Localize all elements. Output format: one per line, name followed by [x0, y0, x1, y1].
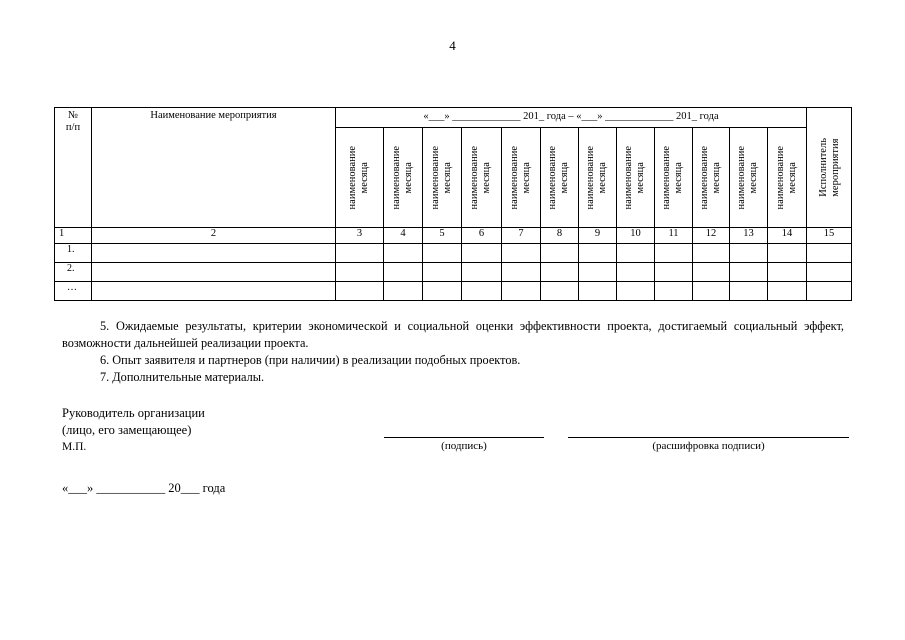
month-name-label: наименование месяца: [585, 145, 609, 210]
table-row: [55, 282, 852, 301]
month-header-cell: [693, 128, 730, 228]
empty-cell: [579, 244, 617, 263]
month-header-cell: [730, 128, 768, 228]
column-number-cell: 1: [55, 228, 92, 244]
month-header-cell: [462, 128, 502, 228]
month-name-label: наименование месяца: [469, 145, 493, 210]
column-number-cell: 10: [617, 228, 655, 244]
paragraph-expected-results: 5. Ожидаемые результаты, критерии экономической и социальной оценки эффективности проекта, достигаемый социальный эффект, возможности дальнейшей реализации проекта.: [62, 319, 844, 350]
empty-cell: [655, 244, 693, 263]
signature-line: [384, 437, 544, 438]
row-number-cell: …: [55, 282, 92, 301]
month-name-label: наименование месяца: [429, 145, 453, 210]
empty-cell: [423, 263, 462, 282]
month-name-label: наименование месяца: [623, 145, 647, 210]
empty-cell: [92, 282, 336, 301]
column-number-cell: 2: [92, 228, 336, 244]
page-number: 4: [449, 38, 456, 53]
empty-cell: [730, 282, 768, 301]
empty-cell: [462, 282, 502, 301]
empty-cell: [617, 263, 655, 282]
empty-cell: [617, 244, 655, 263]
empty-cell: [92, 263, 336, 282]
empty-cell: [730, 244, 768, 263]
empty-cell: [693, 244, 730, 263]
column-number-cell: 14: [768, 228, 807, 244]
empty-cell: [579, 282, 617, 301]
column-number-cell: 9: [579, 228, 617, 244]
column-number-cell: 6: [462, 228, 502, 244]
column-number-cell: 7: [502, 228, 541, 244]
empty-cell: [655, 282, 693, 301]
row-number-cell: 1.: [55, 244, 92, 263]
month-name-label: наименование месяца: [347, 145, 371, 210]
empty-cell: [768, 282, 807, 301]
month-name-label: наименование месяца: [736, 145, 760, 210]
empty-cell: [655, 263, 693, 282]
empty-cell: [541, 282, 579, 301]
performer-label: Исполнитель мероприятия: [817, 137, 841, 197]
header-performer: [807, 108, 852, 228]
column-number-cell: 11: [655, 228, 693, 244]
empty-cell: [462, 244, 502, 263]
empty-cell: [768, 244, 807, 263]
empty-cell: [541, 244, 579, 263]
row-number-cell: 2.: [55, 263, 92, 282]
events-plan-table: [54, 107, 852, 301]
month-name-label: наименование месяца: [390, 145, 414, 210]
empty-cell: [92, 244, 336, 263]
empty-cell: [502, 244, 541, 263]
month-name-label: наименование месяца: [661, 145, 685, 210]
header-name-col: Наименование мероприятия: [92, 108, 336, 228]
month-name-label: наименование месяца: [698, 145, 722, 210]
empty-cell: [384, 263, 423, 282]
header-period: «___» _____________ 201_ года – «___» _____________ 201_ года: [336, 108, 807, 128]
empty-cell: [541, 263, 579, 282]
month-header-cell: [768, 128, 807, 228]
month-name-label: наименование месяца: [774, 145, 798, 210]
empty-cell: [807, 282, 852, 301]
transcript-line: [568, 437, 849, 438]
stamp-place: М.П.: [62, 441, 87, 453]
empty-cell: [502, 282, 541, 301]
month-header-cell: [423, 128, 462, 228]
empty-cell: [502, 263, 541, 282]
column-number-cell: 12: [693, 228, 730, 244]
empty-cell: [336, 263, 384, 282]
header-num-col: № п/п: [55, 108, 92, 228]
table-row: [55, 244, 852, 263]
column-number-cell: 15: [807, 228, 852, 244]
month-header-cell: [502, 128, 541, 228]
paragraph-applicant-experience: 6. Опыт заявителя и партнеров (при наличии) в реализации подобных проектов.: [100, 353, 521, 367]
month-header-cell: [336, 128, 384, 228]
table-row: [55, 263, 852, 282]
empty-cell: [384, 282, 423, 301]
empty-cell: [462, 263, 502, 282]
empty-cell: [423, 282, 462, 301]
month-header-cell: [579, 128, 617, 228]
paragraph-additional-materials: 7. Дополнительные материалы.: [100, 370, 265, 384]
empty-cell: [336, 244, 384, 263]
signatory-title: Руководитель организации: [62, 406, 205, 420]
empty-cell: [336, 282, 384, 301]
column-number-cell: 8: [541, 228, 579, 244]
empty-cell: [617, 282, 655, 301]
date-line: «___» ___________ 20___ года: [62, 481, 226, 495]
month-header-cell: [655, 128, 693, 228]
signatory-deputy: (лицо, его замещающее): [62, 423, 192, 437]
month-header-cell: [541, 128, 579, 228]
column-number-cell: 5: [423, 228, 462, 244]
empty-cell: [693, 263, 730, 282]
month-header-cell: [617, 128, 655, 228]
column-number-cell: 4: [384, 228, 423, 244]
empty-cell: [807, 244, 852, 263]
empty-cell: [693, 282, 730, 301]
empty-cell: [768, 263, 807, 282]
empty-cell: [384, 244, 423, 263]
month-header-cell: [384, 128, 423, 228]
empty-cell: [807, 263, 852, 282]
transcript-caption: (расшифровка подписи): [652, 440, 765, 452]
signature-caption: (подпись): [441, 440, 487, 452]
empty-cell: [730, 263, 768, 282]
column-number-cell: 13: [730, 228, 768, 244]
empty-cell: [579, 263, 617, 282]
column-number-cell: 3: [336, 228, 384, 244]
month-name-label: наименование месяца: [508, 145, 532, 210]
month-name-label: наименование месяца: [547, 145, 571, 210]
empty-cell: [423, 244, 462, 263]
